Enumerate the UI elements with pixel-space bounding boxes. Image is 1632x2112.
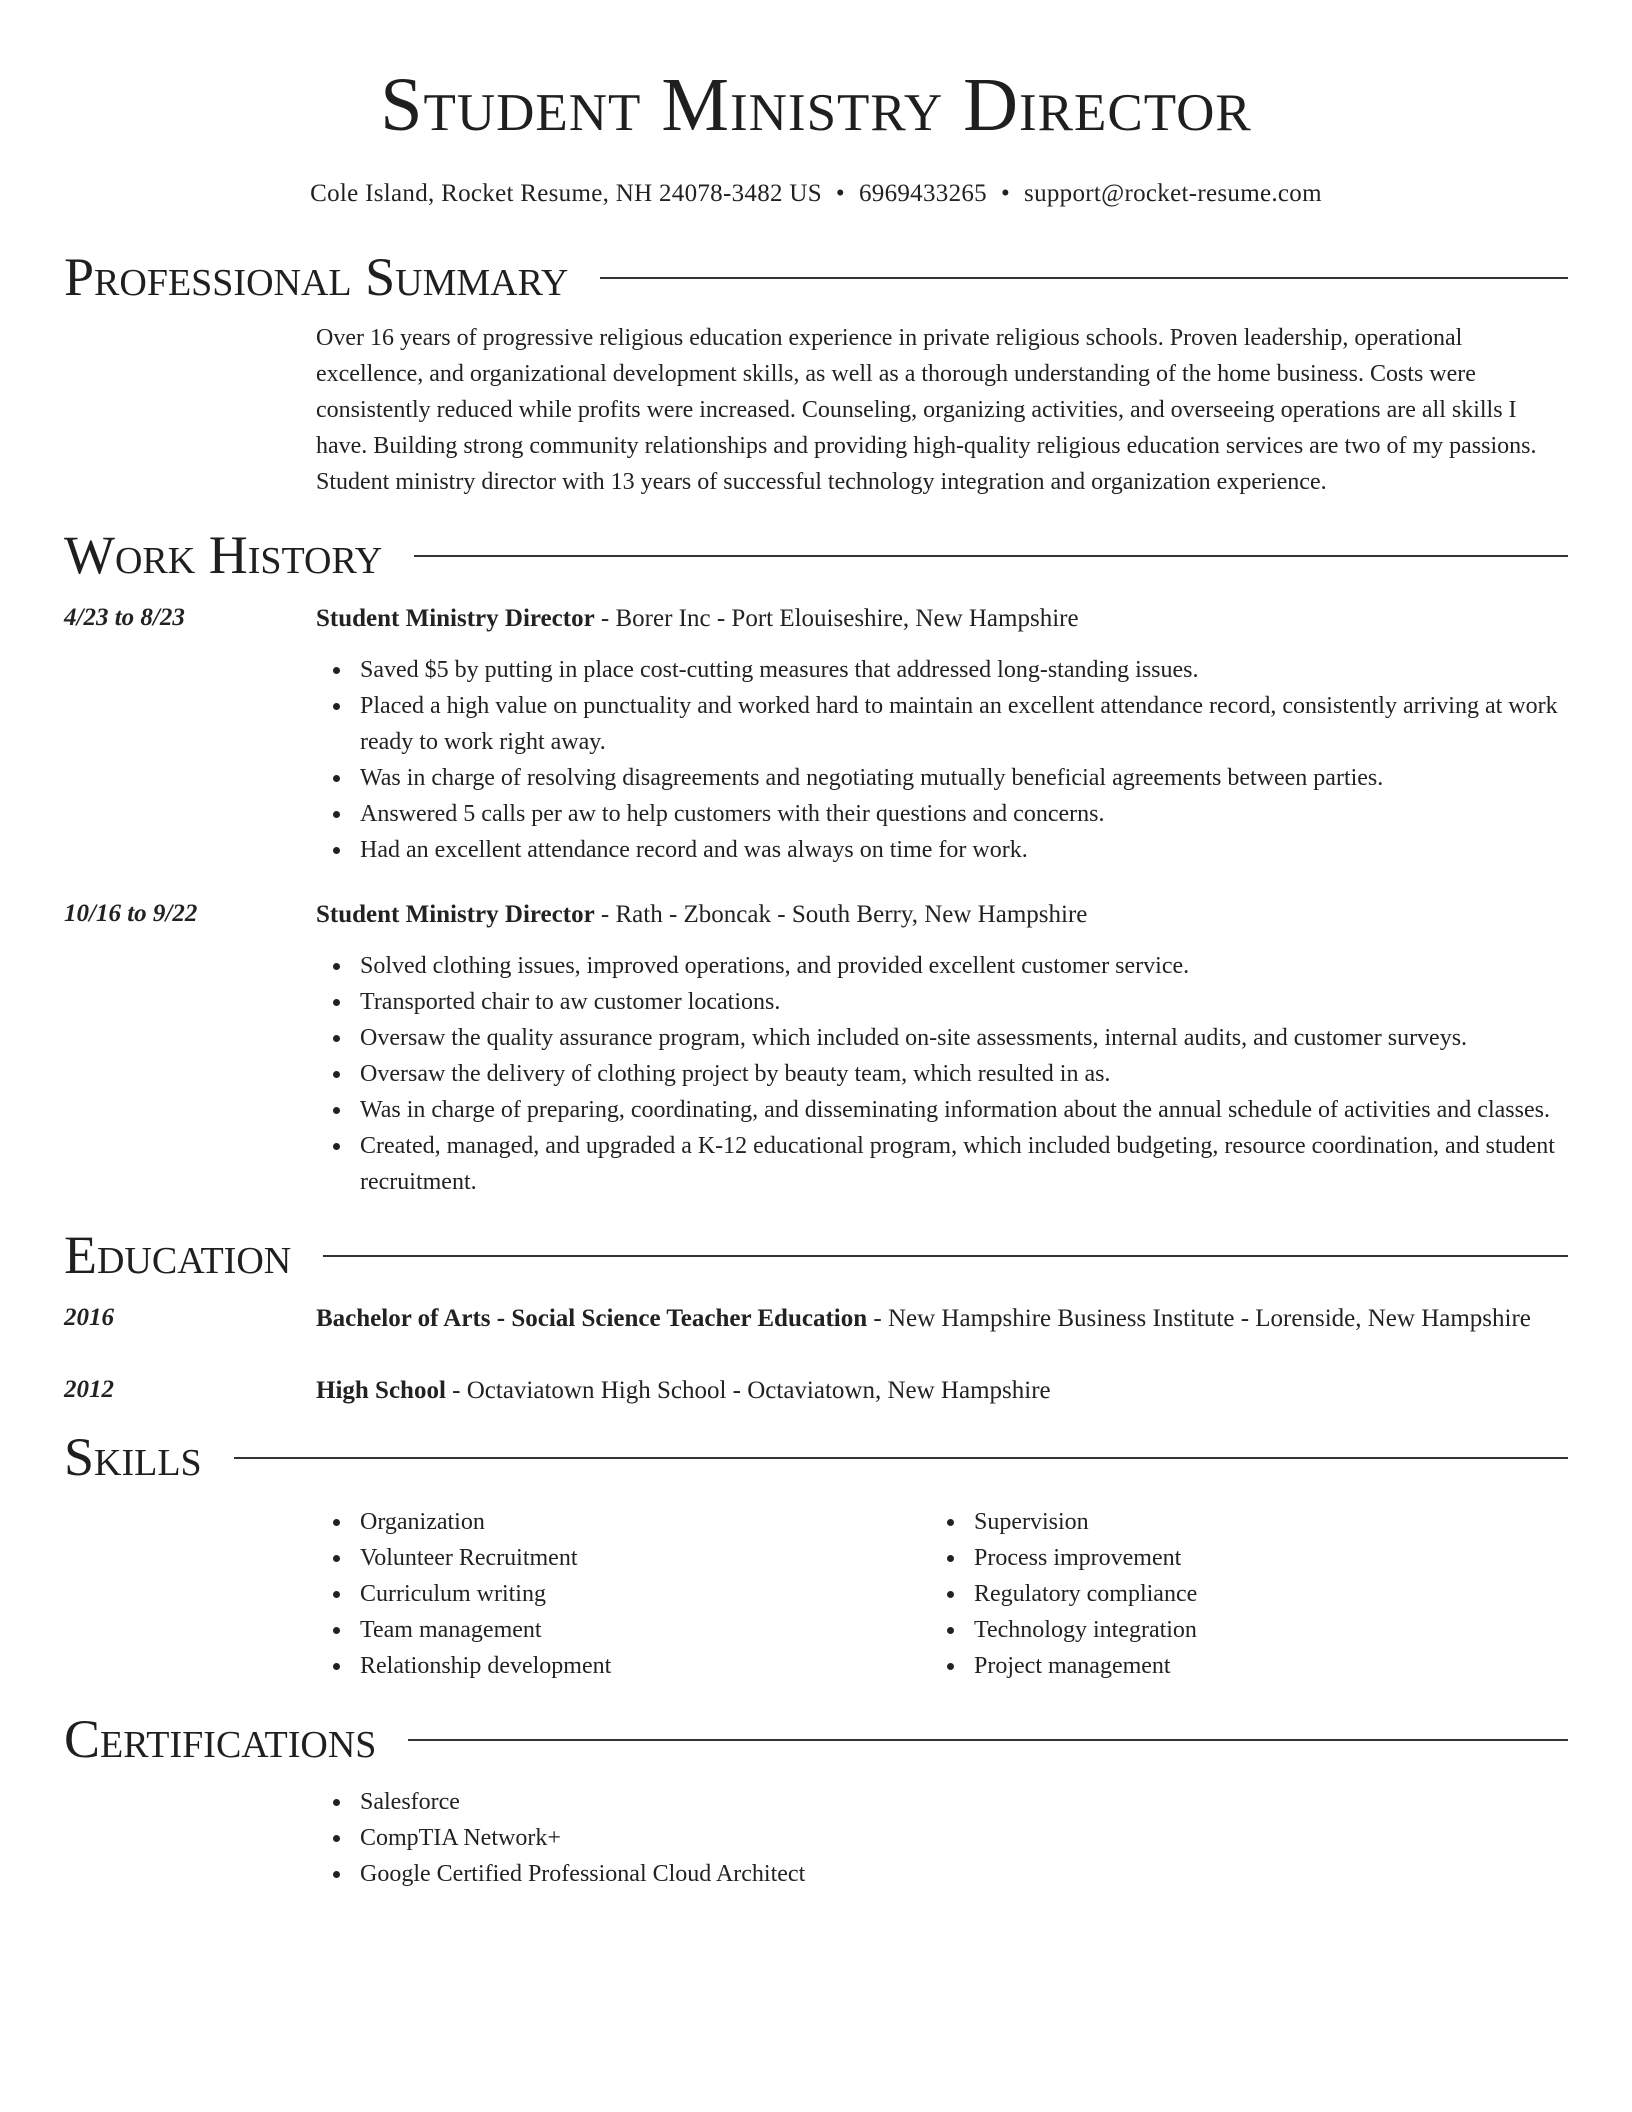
work-entry — [64, 600, 1568, 868]
section-header-summary — [64, 244, 1568, 310]
work-title-line — [316, 600, 1568, 638]
list-item: Transported chair to aw customer locations. — [360, 984, 1568, 1020]
education-year: 2016 — [64, 1304, 114, 1331]
section-divider — [234, 1457, 1568, 1459]
section-title-certifications: Certifications — [64, 1709, 377, 1769]
education-degree: Bachelor of Arts - Social Science Teacher Education — [316, 1305, 868, 1332]
certifications-bullets — [316, 1784, 1568, 1892]
list-item: Curriculum writing — [360, 1576, 930, 1612]
work-detail: - Rath - Zboncak - South Berry, New Hampshire — [594, 901, 1088, 928]
list-item: Oversaw the quality assurance program, which included on-site assessments, internal audits, and customer surveys. — [360, 1020, 1568, 1056]
work-body — [316, 600, 1568, 868]
skills-list — [64, 1504, 1568, 1684]
work-detail: - Borer Inc - Port Elouiseshire, New Hampshire — [594, 605, 1079, 632]
list-item: Process improvement — [974, 1540, 1544, 1576]
section-title-skills: Skills — [64, 1427, 202, 1487]
contact-phone: 6969433265 — [858, 180, 987, 207]
list-item: Had an excellent attendance record and was always on time for work. — [360, 832, 1568, 868]
summary-text: Over 16 years of progressive religious education experience in private religious schools. Proven leadership, operational excellence, and organizational development skills, as well as a thorough understanding of the home business. Costs were consistently reduced while profits were increased. Counseling, organizing activities, and overseeing operations are all skills I have. Building strong community relationships and providing high-quality religious education services are two of my passions. Student ministry director with 13 years of successful technology integration and organization experience. — [316, 325, 1537, 495]
section-divider — [414, 555, 1568, 557]
section-divider — [600, 277, 1568, 279]
list-item: CompTIA Network+ — [360, 1820, 1568, 1856]
work-title-line — [316, 896, 1568, 934]
work-bullets — [316, 948, 1568, 1200]
list-item: Was in charge of preparing, coordinating, and disseminating information about the annual schedule of activities and classes. — [360, 1092, 1568, 1128]
education-entry — [64, 1300, 1568, 1338]
section-header-work — [64, 522, 1568, 588]
education-detail: - Octaviatown High School - Octaviatown, New Hampshire — [445, 1377, 1051, 1404]
section-title-work: Work History — [64, 525, 383, 585]
resume-name: Student Ministry Director — [380, 63, 1252, 147]
section-divider — [323, 1255, 1568, 1257]
education-detail: - New Hampshire Business Institute - Lorenside, New Hampshire — [867, 1305, 1531, 1332]
skills-column-right — [930, 1504, 1544, 1684]
list-item: Oversaw the delivery of clothing project by beauty team, which resulted in as. — [360, 1056, 1568, 1092]
work-dates: 10/16 to 9/22 — [64, 900, 198, 927]
education-body — [316, 1300, 1568, 1338]
work-body — [316, 896, 1568, 1200]
contact-address: Cole Island, Rocket Resume, NH 24078-3482 US — [310, 180, 822, 207]
education-body — [316, 1372, 1568, 1410]
list-item: Project management — [974, 1648, 1544, 1684]
list-item: Google Certified Professional Cloud Architect — [360, 1856, 1568, 1892]
work-entry — [64, 896, 1568, 1200]
education-degree: High School — [316, 1377, 446, 1404]
certifications-list — [64, 1784, 1568, 1892]
education-year: 2012 — [64, 1376, 114, 1403]
list-item: Placed a high value on punctuality and worked hard to maintain an excellent attendance record, consistently arriving at work ready to work right away. — [360, 688, 1568, 760]
skills-column-left — [316, 1504, 930, 1684]
education-entry — [64, 1372, 1568, 1410]
list-item: Volunteer Recruitment — [360, 1540, 930, 1576]
contact-separator: • — [1000, 180, 1011, 207]
list-item: Salesforce — [360, 1784, 1568, 1820]
section-title-education: Education — [64, 1225, 292, 1285]
list-item: Created, managed, and upgraded a K-12 educational program, which included budgeting, resource coordination, and student recruitment. — [360, 1128, 1568, 1200]
section-header-certifications — [64, 1706, 1568, 1772]
contact-email: support@rocket-resume.com — [1024, 180, 1322, 207]
contact-line — [64, 178, 1568, 210]
list-item: Saved $5 by putting in place cost-cutting measures that addressed long-standing issues. — [360, 652, 1568, 688]
section-title-summary: Professional Summary — [64, 247, 569, 307]
section-header-skills — [64, 1424, 1568, 1490]
list-item: Answered 5 calls per aw to help customers with their questions and concerns. — [360, 796, 1568, 832]
list-item: Supervision — [974, 1504, 1544, 1540]
section-divider — [408, 1739, 1568, 1741]
list-item: Organization — [360, 1504, 930, 1540]
contact-separator: • — [835, 180, 845, 207]
work-dates: 4/23 to 8/23 — [64, 604, 185, 631]
work-bullets — [316, 652, 1568, 868]
list-item: Was in charge of resolving disagreements and negotiating mutually beneficial agreements between parties. — [360, 760, 1568, 796]
section-header-education — [64, 1222, 1568, 1288]
list-item: Solved clothing issues, improved operations, and provided excellent customer service. — [360, 948, 1568, 984]
work-title: Student Ministry Director — [316, 901, 595, 928]
list-item: Relationship development — [360, 1648, 930, 1684]
list-item: Regulatory compliance — [974, 1576, 1544, 1612]
work-title: Student Ministry Director — [316, 605, 595, 632]
list-item: Technology integration — [974, 1612, 1544, 1648]
list-item: Team management — [360, 1612, 930, 1648]
